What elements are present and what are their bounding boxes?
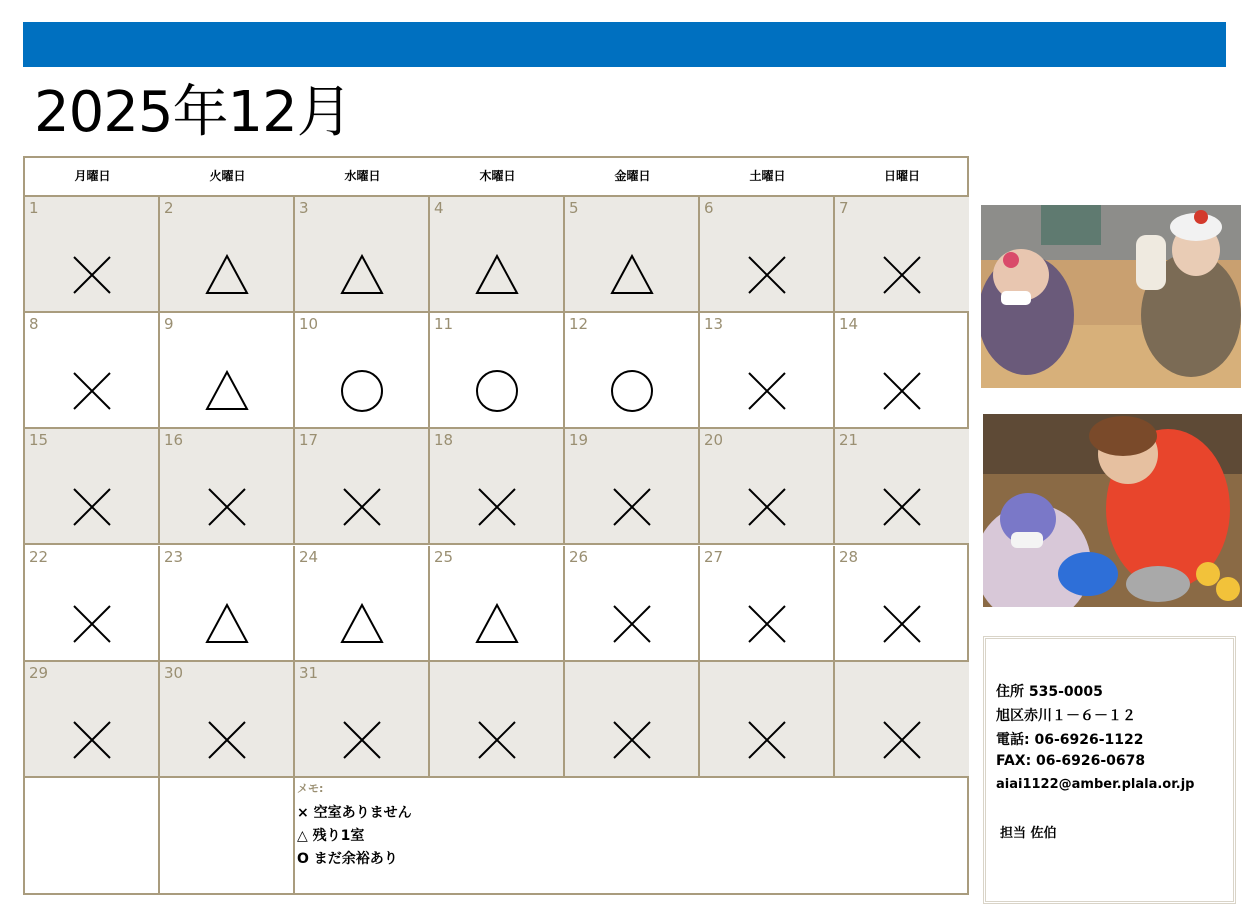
day-cell [25, 197, 160, 313]
day-cell [295, 429, 430, 545]
day-cell [565, 662, 700, 778]
fax-number: FAX: 06-6926-0678 [996, 753, 1146, 769]
full-mark-icon [205, 485, 249, 529]
day-cell [700, 197, 835, 313]
full-mark-icon [745, 602, 789, 646]
day-number: 15 [29, 431, 49, 449]
day-number: 19 [569, 431, 589, 449]
day-number: 3 [299, 199, 309, 217]
day-number: 23 [164, 548, 184, 566]
phone-number: 電話: 06-6926-1122 [996, 732, 1144, 748]
day-cell [835, 197, 969, 313]
full-mark-icon [610, 718, 654, 762]
day-number: 8 [29, 315, 39, 333]
day-cell [565, 197, 700, 313]
contact-person: 担当 佐伯 [1000, 826, 1057, 841]
day-number: 1 [29, 199, 39, 217]
day-cell [430, 662, 565, 778]
full-mark-icon [70, 485, 114, 529]
email-address: aiai1122@amber.plala.or.jp [996, 777, 1195, 792]
weekday-sat: 土曜日 [749, 169, 786, 183]
memo-title: メモ: [297, 782, 324, 795]
full-mark-icon [880, 369, 924, 413]
day-cell [295, 662, 430, 778]
day-number: 14 [839, 315, 859, 333]
day-cell [295, 197, 430, 313]
memo-line-full: × 空室ありません [297, 805, 412, 821]
day-number: 29 [29, 664, 49, 682]
day-number: 17 [299, 431, 319, 449]
contact-info-box [983, 636, 1236, 904]
full-mark-icon [70, 253, 114, 297]
day-number: 24 [299, 548, 319, 566]
available-mark-icon [475, 369, 519, 413]
one-left-mark-icon [340, 602, 384, 646]
one-left-mark-icon [475, 602, 519, 646]
page-title: 2025年12月 [34, 80, 352, 145]
day-number: 5 [569, 199, 579, 217]
full-mark-icon [745, 485, 789, 529]
day-number: 20 [704, 431, 724, 449]
day-cell [430, 429, 565, 545]
photo-residents-celebration [981, 205, 1241, 388]
day-cell [565, 313, 700, 429]
one-left-mark-icon [205, 602, 249, 646]
full-mark-icon [475, 485, 519, 529]
full-mark-icon [70, 602, 114, 646]
full-mark-icon [610, 485, 654, 529]
available-mark-icon [340, 369, 384, 413]
one-left-mark-icon [610, 253, 654, 297]
one-left-mark-icon [205, 369, 249, 413]
day-number: 21 [839, 431, 859, 449]
day-cell [25, 429, 160, 545]
day-number: 11 [434, 315, 454, 333]
available-mark-icon [610, 369, 654, 413]
weekday-fri: 金曜日 [614, 169, 651, 183]
day-cell [430, 313, 565, 429]
photo-cooking-activity [983, 414, 1242, 607]
day-number: 27 [704, 548, 724, 566]
weekday-header [25, 158, 967, 197]
day-number: 7 [839, 199, 849, 217]
memo-line-one-left: △ 残り1室 [297, 828, 365, 844]
day-cell [430, 197, 565, 313]
full-mark-icon [745, 253, 789, 297]
full-mark-icon [70, 369, 114, 413]
day-number: 16 [164, 431, 184, 449]
day-number: 26 [569, 548, 589, 566]
memo-line-available: O まだ余裕あり [297, 851, 398, 867]
full-mark-icon [880, 718, 924, 762]
day-number: 9 [164, 315, 174, 333]
day-number: 13 [704, 315, 724, 333]
weekday-mon: 月曜日 [74, 169, 111, 183]
day-cell [160, 197, 295, 313]
weekday-sun: 日曜日 [883, 169, 920, 183]
full-mark-icon [880, 253, 924, 297]
day-cell [700, 546, 835, 662]
full-mark-icon [340, 718, 384, 762]
day-cell [160, 313, 295, 429]
day-number: 6 [704, 199, 714, 217]
day-number: 25 [434, 548, 454, 566]
one-left-mark-icon [475, 253, 519, 297]
day-number: 31 [299, 664, 319, 682]
day-number: 28 [839, 548, 859, 566]
day-number: 12 [569, 315, 589, 333]
day-number: 18 [434, 431, 454, 449]
day-number: 2 [164, 199, 174, 217]
day-cell [160, 662, 295, 778]
full-mark-icon [880, 485, 924, 529]
day-number: 4 [434, 199, 444, 217]
day-cell [430, 546, 565, 662]
day-cell [835, 546, 969, 662]
address-postal: 住所 535-0005 [996, 684, 1103, 700]
day-cell [25, 662, 160, 778]
full-mark-icon [70, 718, 114, 762]
day-cell [700, 313, 835, 429]
weekday-wed: 水曜日 [344, 169, 381, 183]
day-cell [700, 662, 835, 778]
full-mark-icon [205, 718, 249, 762]
day-cell [835, 429, 969, 545]
full-mark-icon [880, 602, 924, 646]
day-cell [835, 662, 969, 778]
header-banner [23, 22, 1226, 67]
full-mark-icon [745, 718, 789, 762]
full-mark-icon [340, 485, 384, 529]
day-number: 22 [29, 548, 49, 566]
address-district: 旭区赤川１－６－１２ [996, 708, 1136, 724]
day-cell [160, 429, 295, 545]
day-cell [295, 546, 430, 662]
full-mark-icon [745, 369, 789, 413]
day-number: 10 [299, 315, 319, 333]
weekday-tue: 火曜日 [209, 169, 246, 183]
day-cell [700, 429, 835, 545]
empty-cell [25, 778, 160, 893]
calendar-grid [23, 156, 969, 895]
day-cell [25, 313, 160, 429]
empty-cell [160, 778, 295, 893]
memo-area [295, 778, 967, 893]
full-mark-icon [610, 602, 654, 646]
full-mark-icon [475, 718, 519, 762]
day-cell [835, 313, 969, 429]
day-number: 30 [164, 664, 184, 682]
one-left-mark-icon [340, 253, 384, 297]
day-cell [25, 546, 160, 662]
day-cell [295, 313, 430, 429]
one-left-mark-icon [205, 253, 249, 297]
day-cell [160, 546, 295, 662]
day-cell [565, 429, 700, 545]
weekday-thu: 木曜日 [479, 169, 516, 183]
day-cell [565, 546, 700, 662]
